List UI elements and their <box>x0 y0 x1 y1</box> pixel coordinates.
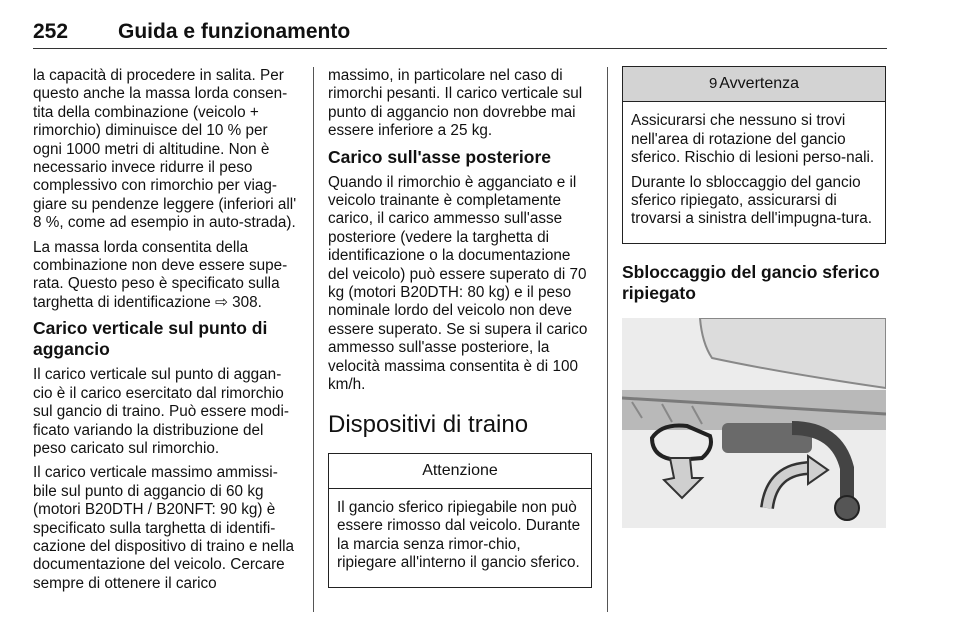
page-ref-arrow-icon: ⇨ <box>214 293 228 311</box>
warning-triangle-icon: 9 <box>708 75 718 92</box>
heading-unlock-ball: Sbloccaggio del gancio sferico ripiegato <box>622 261 880 303</box>
warning-header <box>623 67 885 102</box>
paragraph-max-vertical-load: Il carico verticale massimo ammissi-bile sul punto di aggancio di 60 kg (motori B20DTH / B20NFT: 90 kg) è specificato sulla targhetta di identifi-cazione del dispositivo di traino e nella documentazione del veicolo. Cercare sempre di ottenere il carico <box>33 464 295 592</box>
page-number: 252 <box>33 20 69 43</box>
warning-body-1: Assicurarsi che nessuno si trovi nell'area di rotazione del gancio sferico. Rischio di lesioni perso-nali. <box>631 112 875 167</box>
warning-body-2: Durante lo sbloccaggio del gancio sferico ripiegato, assicurarsi di trovarsi a sinistra dell'impugna-tura. <box>631 173 872 228</box>
column-3 <box>622 66 886 528</box>
column-2 <box>328 67 592 588</box>
attention-box <box>328 453 592 588</box>
warning-box <box>622 66 886 244</box>
paragraph-vertical-load: Il carico verticale sul punto di aggan-cio è il carico esercitato dal rimorchio sul gancio di traino. Può essere modi-ficato variando la distribuzione del peso caricato sul rimorchio. <box>33 366 289 457</box>
page-header <box>33 14 887 50</box>
chapter-title: Guida e funzionamento <box>118 20 351 43</box>
paragraph-max-load-cont: massimo, in particolare nel caso di rimorchi pesanti. Il carico verticale sul punto di aggancio non dovrebbe mai essere inferiore a 25 kg. <box>328 67 583 140</box>
paragraph-gross-mass <box>33 239 299 313</box>
column-divider <box>313 67 314 612</box>
gross-mass-text: La massa lorda consentita della combinazione non deve essere supe-rata. Questo peso è specificato sulla targhetta di identificazione <box>33 238 288 311</box>
attention-title: Attenzione <box>329 454 591 489</box>
column-1 <box>33 67 299 599</box>
warning-title: Avvertenza <box>719 75 800 92</box>
heading-rear-axle: Carico sull'asse posteriore <box>328 146 552 167</box>
header-rule <box>33 48 887 49</box>
paragraph-altitude: la capacità di procedere in salita. Per questo anche la massa lorda consen-tita della combinazione (veicolo + rimorchio) diminuisce del 10 % per ogni 1000 metri di altitudine. Non è necessario invece ridurre il peso complessivo con rimorchio per viag-giare su pendenze leggere (inferiori all' 8 %, come ad esempio in auto-strada). <box>33 67 297 232</box>
heading-vertical-load: Carico verticale sul punto di aggancio <box>33 318 268 360</box>
tow-hook-drawing <box>622 318 886 528</box>
page-ref-link[interactable]: 308. <box>232 293 262 311</box>
column-divider <box>607 67 608 612</box>
heading-towing-devices: Dispositivi di traino <box>328 410 529 438</box>
paragraph-rear-axle: Quando il rimorchio è agganciato e il veicolo trainante è completamente carico, il carico ammesso sull'asse posteriore (vedere la targhetta di identificazione o la documentazione del veicolo) può essere superato di 70 kg (motori B20DTH: 80 kg) e il peso nominale lordo del veicolo non deve essere superato. Se si supera il carico ammesso sull'asse posteriore, la velocità massima consentita è di 100 km/h. <box>328 173 588 394</box>
attention-body: Il gancio sferico ripiegabile non può essere rimosso dal veicolo. Durante la marcia senza rimor-chio, ripiegare all'interno il gancio sferico. <box>337 498 581 572</box>
tow-hook-illustration <box>622 318 886 528</box>
